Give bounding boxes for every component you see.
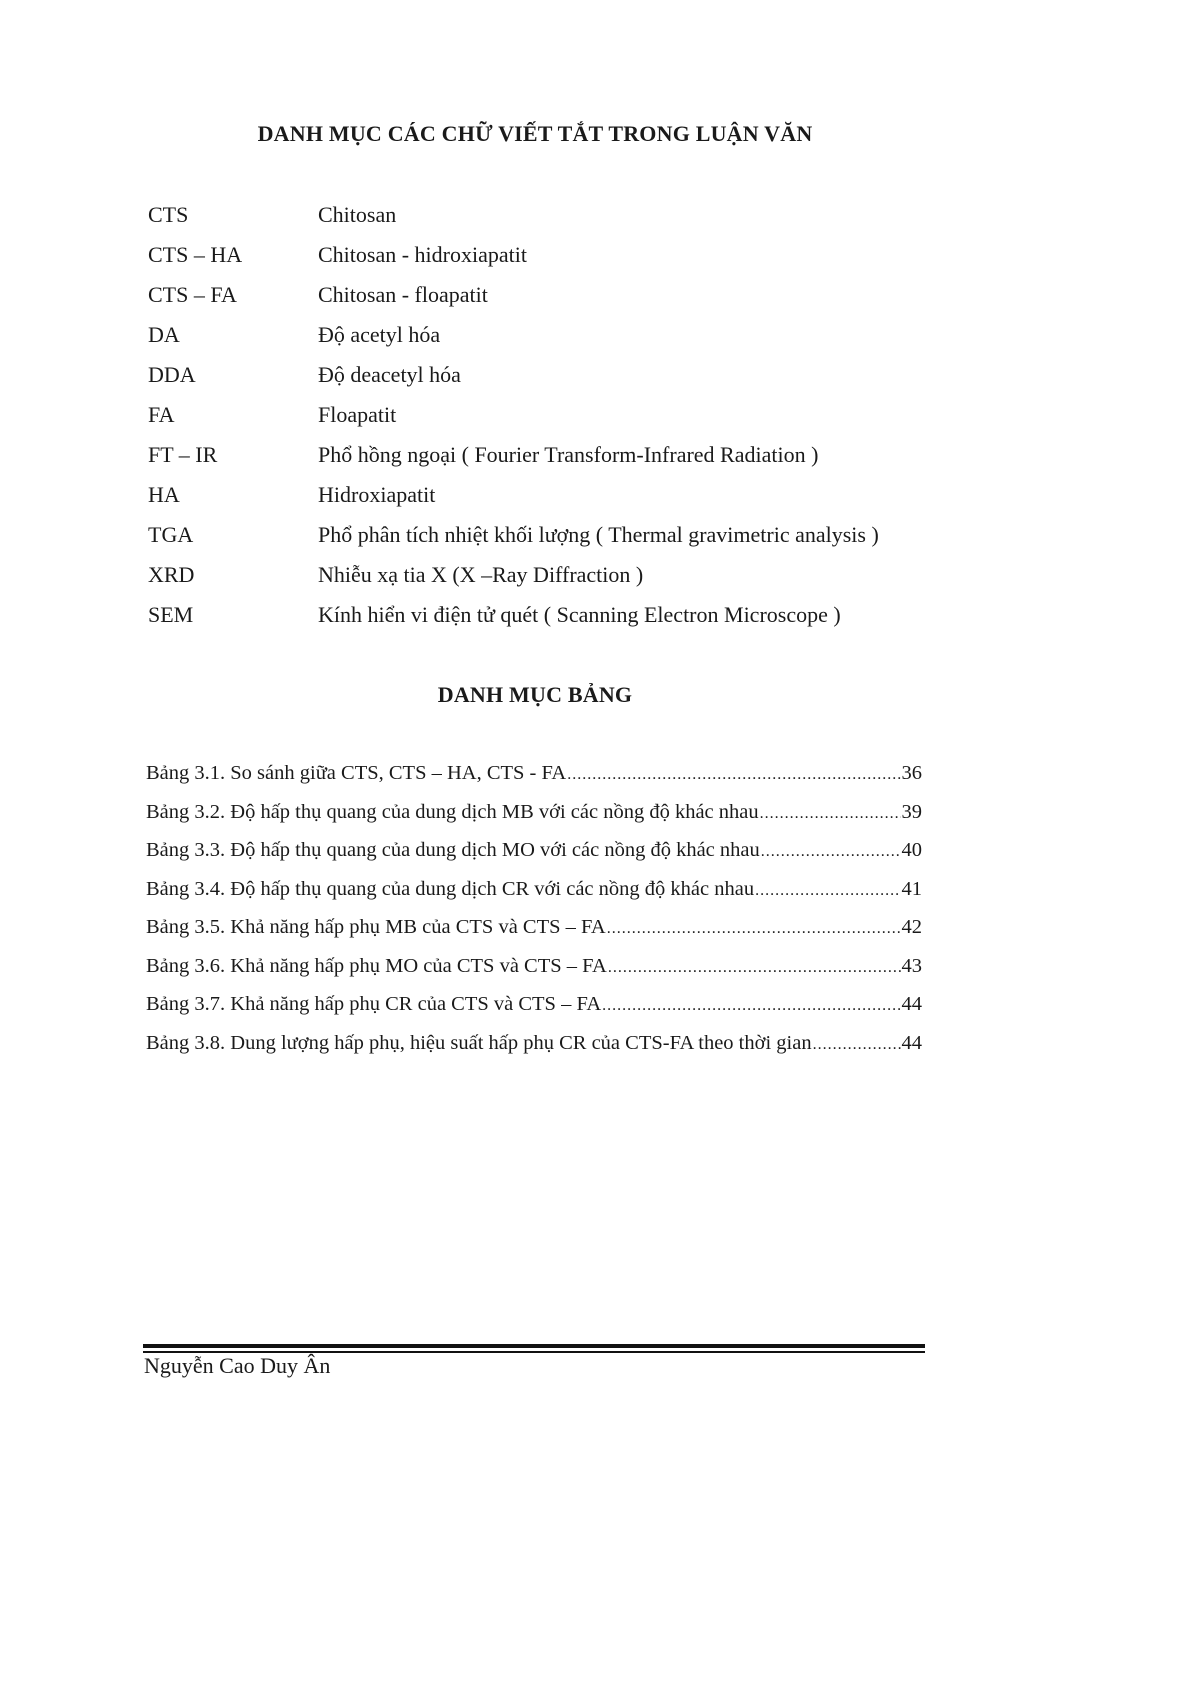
abbreviation-description: Phổ phân tích nhiệt khối lượng ( Thermal gravimetric analysis ) — [318, 522, 879, 547]
tables-list-title: DANH MỤC BẢNG — [437, 682, 633, 707]
abbreviation-description: Chitosan - floapatit — [318, 282, 488, 307]
toc-entry-title: Bảng 3.7. Khả năng hấp phụ CR của CTS và CTS – FA — [146, 993, 602, 1015]
toc-entry-title: Bảng 3.4. Độ hấp thụ quang của dung dịch CR với các nồng độ khác nhau — [146, 877, 755, 900]
abbreviation-code: CTS — [148, 202, 189, 227]
abbreviation-description: Hidroxiapatit — [318, 482, 436, 507]
abbreviation-description: Floapatit — [318, 402, 397, 427]
abbreviation-row — [148, 359, 948, 399]
footer-divider-thick-line — [143, 1344, 925, 1348]
abbreviation-code: TGA — [148, 522, 194, 547]
abbreviation-row — [148, 239, 948, 279]
abbreviation-code: DDA — [148, 362, 196, 387]
tables-list — [146, 758, 922, 1066]
abbreviation-row — [148, 559, 948, 599]
toc-page-number: 40 — [901, 839, 922, 861]
abbreviation-row — [148, 199, 948, 239]
toc-entry-title: Bảng 3.2. Độ hấp thụ quang của dung dịch MB với các nồng độ khác nhau — [146, 800, 759, 823]
toc-page-number: 41 — [901, 877, 922, 900]
toc-entry[interactable] — [146, 874, 922, 913]
toc-leader-dots — [607, 914, 901, 944]
toc-page-number: 36 — [901, 762, 922, 784]
toc-page-number: 39 — [901, 800, 922, 823]
abbreviation-description: Kính hiển vi điện tử quét ( Scanning Electron Microscope ) — [318, 602, 841, 627]
toc-entry[interactable] — [146, 912, 922, 951]
toc-entry[interactable] — [146, 758, 922, 797]
toc-leader-dots — [755, 876, 900, 906]
toc-entry-title: Bảng 3.1. So sánh giữa CTS, CTS – HA, CTS - FA — [146, 762, 567, 784]
abbreviation-row — [148, 599, 948, 639]
toc-entry[interactable] — [146, 797, 922, 836]
abbreviation-row — [148, 319, 948, 359]
toc-leader-dots — [761, 837, 901, 867]
abbreviation-description: Độ deacetyl hóa — [318, 362, 461, 387]
abbreviation-code: FT – IR — [148, 442, 218, 467]
abbreviation-description: Chitosan — [318, 202, 397, 227]
toc-entry[interactable] — [146, 835, 922, 874]
abbreviation-description: Chitosan - hidroxiapatit — [318, 242, 527, 267]
toc-page-number: 43 — [901, 954, 922, 977]
toc-leader-dots — [602, 991, 900, 1021]
toc-entry-title: Bảng 3.6. Khả năng hấp phụ MO của CTS và CTS – FA — [146, 954, 607, 977]
toc-page-number: 44 — [901, 1031, 922, 1054]
footer-divider — [143, 1344, 925, 1353]
abbreviation-description: Nhiễu xạ tia X (X –Ray Diffraction ) — [318, 562, 644, 587]
abbreviation-description: Phổ hồng ngoại ( Fourier Transform-Infrared Radiation ) — [318, 442, 819, 467]
abbreviations-list — [148, 199, 948, 639]
toc-entry[interactable] — [146, 1028, 922, 1067]
abbreviation-code: HA — [148, 482, 180, 507]
abbreviation-row — [148, 439, 948, 479]
toc-entry[interactable] — [146, 951, 922, 990]
abbreviation-code: DA — [148, 322, 180, 347]
toc-page-number: 44 — [901, 993, 922, 1015]
toc-page-number: 42 — [901, 916, 922, 938]
abbreviation-description: Độ acetyl hóa — [318, 322, 441, 347]
footer-author-name: Nguyễn Cao Duy Ân — [144, 1353, 331, 1378]
toc-leader-dots — [760, 799, 901, 829]
toc-leader-dots — [608, 953, 901, 983]
toc-entry[interactable] — [146, 989, 922, 1028]
abbreviation-code: CTS – HA — [148, 242, 243, 267]
toc-entry-title: Bảng 3.8. Dung lượng hấp phụ, hiệu suất hấp phụ CR của CTS-FA theo thời gian — [146, 1031, 812, 1054]
abbreviation-code: XRD — [148, 562, 195, 587]
toc-leader-dots — [813, 1030, 901, 1060]
abbreviation-code: CTS – FA — [148, 282, 237, 307]
abbreviation-row — [148, 279, 948, 319]
abbreviation-row — [148, 519, 948, 559]
abbreviation-row — [148, 399, 948, 439]
abbreviation-row — [148, 479, 948, 519]
abbreviation-code: SEM — [148, 602, 194, 627]
toc-entry-title: Bảng 3.5. Khả năng hấp phụ MB của CTS và CTS – FA — [146, 916, 606, 938]
abbreviations-title: DANH MỤC CÁC CHỮ VIẾT TẮT TRONG LUẬN VĂN — [257, 121, 813, 146]
abbreviation-code: FA — [148, 402, 175, 427]
toc-entry-title: Bảng 3.3. Độ hấp thụ quang của dung dịch MO với các nồng độ khác nhau — [146, 839, 760, 861]
toc-leader-dots — [567, 760, 900, 790]
